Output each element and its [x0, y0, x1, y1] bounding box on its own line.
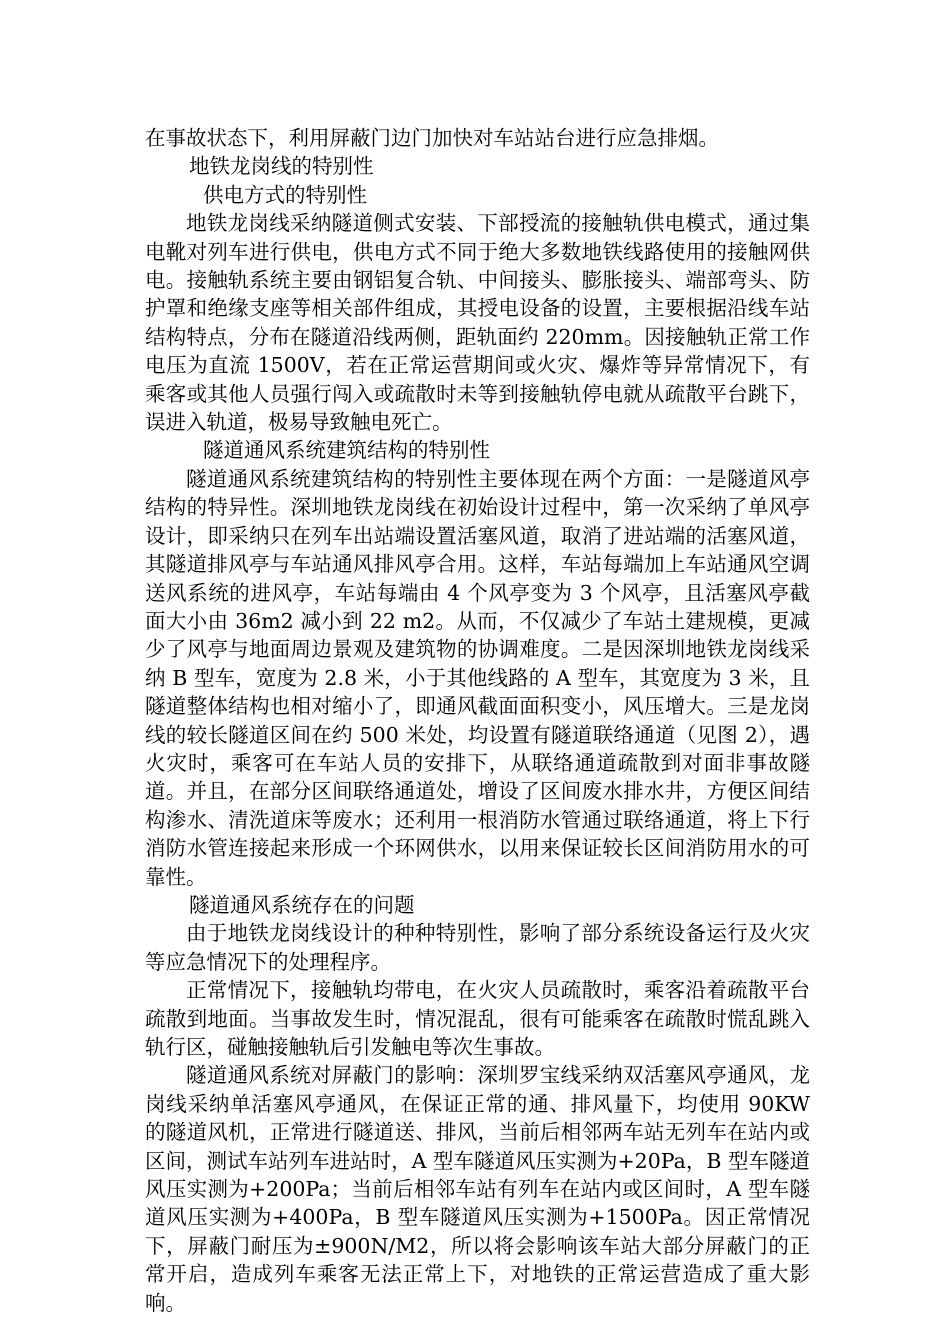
paragraph-ventilation-structure: 隧道通风系统建筑结构的特别性主要体现在两个方面：一是隧道风亭结构的特异性。深圳地铁龙岗线在初始设计过程中，第一次采纳了单风亭设计，即采纳只在列车出站端设置活塞风道，取消了进站端的活塞风道，其隧道排风亭与车站通风排风亭合用。这样，车站每端加上车站通风空调送风系统的进风亭，车站每端由 4 个风亭变为 3 个风亭，且活塞风亭截面大小由 36m2 减小到 22 m2。从而，不仅减少了车站土建规模，更减少了风亭与地面周边景观及建筑物的协调难度。二是因深圳地铁龙岗线采纳 B 型车，宽度为 2.8 米，小于其他线路的 A 型车，其宽度为 3 米，且隧道整体结构也相对缩小了，即通风截面面积变小，风压增大。三是龙岗线的较长隧道区间在约 500 米处，均设置有隧道联络通道（见图 2），遇火灾时，乘客可在车站人员的安排下，从联络通道疏散到对面非事故隧道。并且，在部分区间联络通道处，增设了区间废水排水井，方便区间结构渗水、清洗道床等废水；还利用一根消防水管通过联络通道，将上下行消防水管连接起来形成一个环网供水，以用来保证较长区间消防用水的可靠性。	[145, 466, 810, 889]
document-page	[145, 124, 810, 1317]
section-heading-ventilation-problems: 隧道通风系统存在的问题	[189, 892, 415, 917]
paragraph-power-supply: 地铁龙岗线采纳隧道侧式安装、下部授流的接触轨供电模式，通过集电靴对列车进行供电，供电方式不同于绝大多数地铁线路使用的接触网供电。接触轨系统主要由钢铝复合轨、中间接头、膨胀接头、端部弯头、防护罩和绝缘支座等相关部件组成，其授电设备的设置，主要根据沿线车站结构特点，分布在隧道沿线两侧，距轨面约 220mm。因接触轨正常工作电压为直流 1500V，若在正常运营期间或火灾、爆炸等异常情况下，有乘客或其他人员强行闯入或疏散时未等到接触轨停电就从疏散平台跳下，误进入轨道，极易导致触电死亡。	[145, 211, 810, 435]
paragraph-problems-intro: 由于地铁龙岗线设计的种种特别性，影响了部分系统设备运行及火灾等应急情况下的处理程序。	[145, 921, 810, 974]
paragraph-screen-door-impact: 隧道通风系统对屏蔽门的影响：深圳罗宝线采纳双活塞风亭通风，龙岗线采纳单活塞风亭通风，在保证正常的通、排风量下，均使用 90KW 的隧道风机，正常进行隧道送、排风，当前后相邻两车站无列车在站内或区间，测试车站列车进站时，A 型车隧道风压实测为+20Pa，B 型车隧道风压实测为+200Pa；当前后相邻车站有列车在站内或区间时，A 型车隧道风压实测为+400Pa，B 型车隧道风压实测为+1500Pa。因正常情况下，屏蔽门耐压为±900N/M2，所以将会影响该车站大部分屏蔽门的正常开启，造成列车乘客无法正常上下，对地铁的正常运营造成了重大影响。	[145, 1063, 810, 1315]
section-heading-line-specialty: 地铁龙岗线的特别性	[189, 154, 374, 179]
subsection-heading-ventilation-structure: 隧道通风系统建筑结构的特别性	[203, 438, 490, 463]
subsection-heading-power-supply: 供电方式的特别性	[203, 182, 367, 207]
paragraph-normal-conditions: 正常情况下，接触轨均带电，在火灾人员疏散时，乘客沿着疏散平台疏散到地面。当事故发生时，情况混乱，很有可能乘客在疏散时慌乱跳入轨行区，碰触接触轨后引发触电等次生事故。	[145, 978, 810, 1059]
paragraph-intro: 在事故状态下，利用屏蔽门边门加快对车站站台进行应急排烟。	[145, 126, 719, 150]
